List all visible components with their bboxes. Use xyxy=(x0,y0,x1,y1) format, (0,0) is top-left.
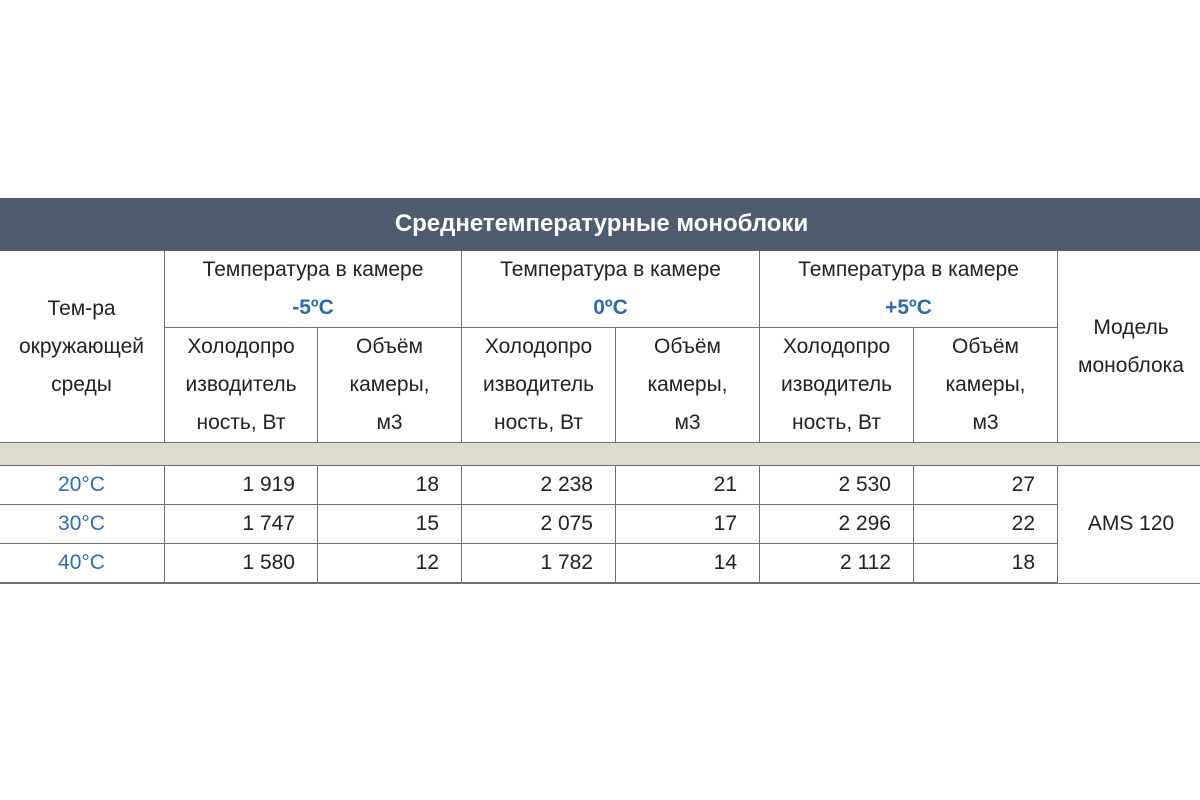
volume-header-label: Объём камеры, м3 xyxy=(945,335,1026,434)
volume-cell: 14 xyxy=(616,544,760,584)
separator-band-cell xyxy=(0,443,1200,466)
capacity-cell: 2 075 xyxy=(462,505,616,544)
volume-cell: 18 xyxy=(318,466,462,505)
volume-header xyxy=(914,328,1058,443)
table-row xyxy=(0,505,1200,544)
capacity-cell: 1 580 xyxy=(165,544,318,584)
group-temp: +5ºC xyxy=(885,296,932,319)
capacity-header-label: Холодопро изводитель ность, Вт xyxy=(482,335,595,434)
ambient-cell: 20°C xyxy=(0,466,165,505)
group-label: Температура в камере xyxy=(798,258,1019,281)
group-temp: -5ºC xyxy=(292,296,334,319)
table-row xyxy=(0,544,1200,584)
group-header-plus5 xyxy=(760,250,1058,328)
volume-cell: 22 xyxy=(914,505,1058,544)
capacity-header-label: Холодопро изводитель ность, Вт xyxy=(185,335,297,434)
volume-header xyxy=(318,328,462,443)
ambient-header-label: Тем-ра окружающей среды xyxy=(19,296,144,396)
ambient-cell: 30°C xyxy=(0,505,165,544)
capacity-cell: 1 782 xyxy=(462,544,616,584)
volume-cell: 21 xyxy=(616,466,760,505)
capacity-header-label: Холодопро изводитель ность, Вт xyxy=(780,335,893,434)
volume-header-label: Объём камеры, м3 xyxy=(349,335,430,434)
volume-cell: 15 xyxy=(318,505,462,544)
capacity-cell: 2 530 xyxy=(760,466,914,505)
capacity-cell: 2 238 xyxy=(462,466,616,505)
capacity-header xyxy=(165,328,318,443)
capacity-header xyxy=(760,328,914,443)
volume-cell: 18 xyxy=(914,544,1058,584)
capacity-cell: 2 112 xyxy=(760,544,914,584)
table-title: Среднетемпературные моноблоки xyxy=(0,199,1200,251)
volume-header xyxy=(616,328,760,443)
capacity-cell: 1 919 xyxy=(165,466,318,505)
ambient-header xyxy=(0,250,165,443)
table-row xyxy=(0,466,1200,505)
group-label: Температура в камере xyxy=(500,258,721,281)
ambient-cell: 40°C xyxy=(0,544,165,584)
group-label: Температура в камере xyxy=(202,258,424,281)
spec-table xyxy=(0,198,1200,584)
volume-cell: 12 xyxy=(318,544,462,584)
capacity-cell: 1 747 xyxy=(165,505,318,544)
model-header xyxy=(1058,250,1200,443)
capacity-header xyxy=(462,328,616,443)
capacity-cell: 2 296 xyxy=(760,505,914,544)
volume-cell: 27 xyxy=(914,466,1058,505)
group-temp: 0ºC xyxy=(593,296,628,319)
group-header-minus5 xyxy=(165,250,462,328)
volume-cell: 17 xyxy=(616,505,760,544)
group-header-0 xyxy=(462,250,760,328)
volume-header-label: Объём камеры, м3 xyxy=(647,335,728,434)
model-cell: AMS 120 xyxy=(1058,466,1200,584)
separator-band xyxy=(0,443,1200,466)
model-header-label: Модель моноблока xyxy=(1078,315,1184,377)
